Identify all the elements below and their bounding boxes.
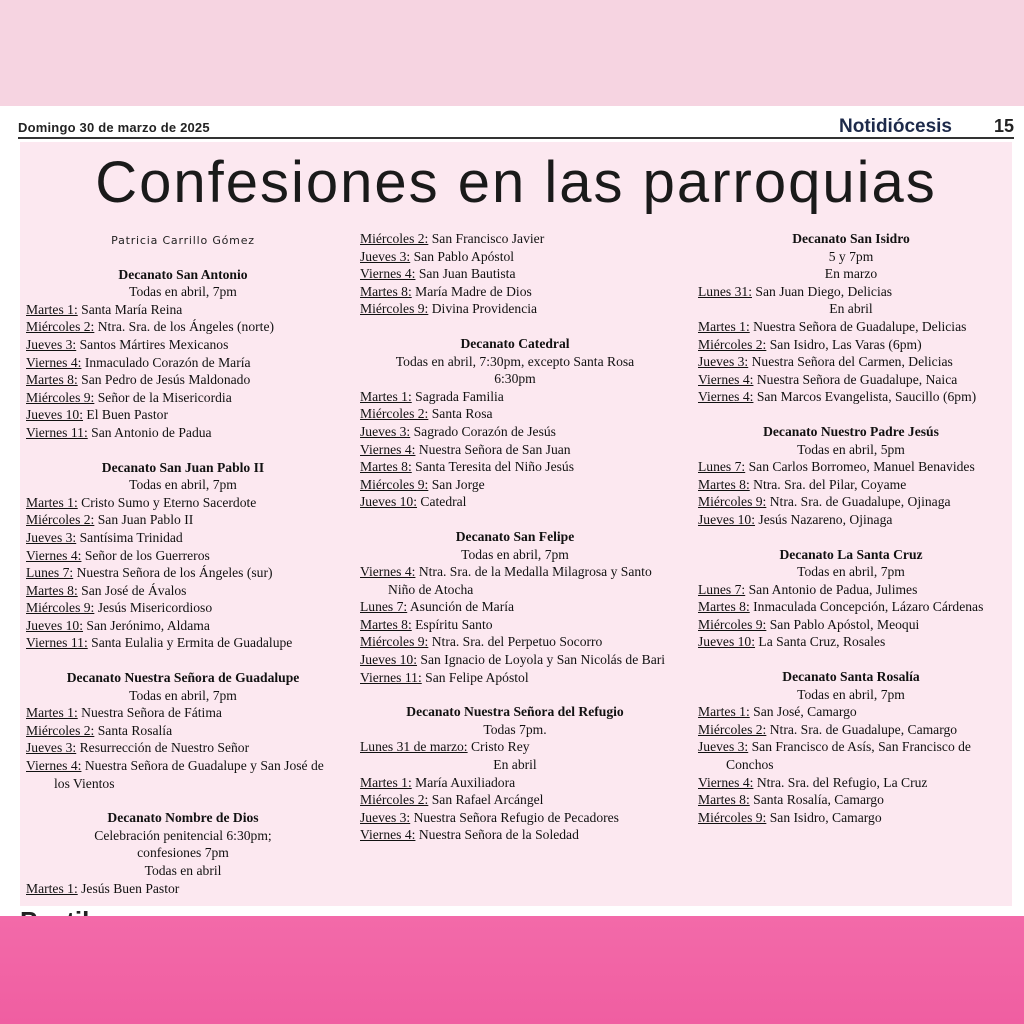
entry-day: Viernes 4:	[26, 354, 82, 370]
confession-entry	[26, 529, 340, 547]
entry-parish: La Santa Cruz, Rosales	[755, 634, 886, 650]
confession-entry	[698, 721, 1004, 739]
entry-parish: Señor de los Guerreros	[81, 547, 210, 563]
column-2	[360, 230, 670, 861]
entry-day: Jueves 3:	[698, 354, 749, 370]
section-title: Decanato Catedral	[460, 335, 570, 351]
schedule-note: En marzo	[824, 266, 878, 282]
decanato-section	[360, 335, 670, 511]
entry-day: Miércoles 2:	[698, 336, 767, 352]
entry-parish: Santa Rosa	[428, 406, 493, 422]
confession-entry	[360, 388, 670, 406]
entry-day: Jueves 10:	[26, 617, 84, 633]
entry-day: Lunes 7:	[360, 599, 408, 615]
entry-day: Lunes 31 de marzo:	[360, 739, 468, 755]
confession-entry	[26, 704, 340, 722]
entry-parish: San Pablo Apóstol	[410, 248, 515, 264]
entry-day: Martes 1:	[698, 704, 750, 720]
entry-parish: Cristo Sumo y Eterno Sacerdote	[77, 494, 257, 510]
entry-parish: Sagrada Familia	[411, 388, 504, 404]
entry-parish: San Isidro, Camargo	[766, 809, 882, 825]
entry-parish: Nuestra Señora de Guadalupe y San José de los Vientos	[54, 758, 324, 791]
entry-parish: San Pablo Apóstol, Meoqui	[766, 616, 920, 632]
schedule-note: Todas en abril, 7pm	[797, 564, 905, 580]
confession-entry	[698, 493, 1004, 511]
confession-entry	[26, 617, 340, 635]
entry-parish: San Jorge	[428, 476, 485, 492]
confession-entry	[360, 616, 670, 634]
entry-day: Jueves 3:	[360, 809, 411, 825]
entry-parish: Santa Rosalía, Camargo	[749, 792, 884, 808]
entry-parish: Nuestra Señora de la Soledad	[415, 827, 579, 843]
confession-entry	[698, 511, 1004, 529]
confession-entry	[26, 634, 340, 652]
entry-parish: Ntra. Sra. de la Medalla Milagrosa y Santo Niño de Atocha	[388, 564, 652, 597]
entry-day: Miércoles 2:	[698, 721, 767, 737]
entry-day: Miércoles 9:	[360, 476, 429, 492]
entry-day: Miércoles 2:	[26, 722, 95, 738]
entry-day: Viernes 4:	[360, 441, 416, 457]
section-title: Decanato San Felipe	[455, 528, 575, 544]
entry-day: Miércoles 9:	[698, 809, 767, 825]
entry-day: Viernes 11:	[26, 635, 88, 651]
entry-parish: El Buen Pastor	[83, 407, 168, 423]
entry-parish: Santa Rosalía	[94, 722, 173, 738]
confession-entry	[698, 353, 1004, 371]
confession-entry	[360, 791, 670, 809]
confession-entry	[360, 651, 670, 669]
decanato-section	[698, 546, 1004, 652]
confession-entry	[360, 405, 670, 423]
next-article-fragment	[20, 906, 89, 916]
confession-entry	[360, 458, 670, 476]
entry-day: Jueves 10:	[26, 407, 84, 423]
header-rule	[18, 137, 1014, 139]
confession-entry	[360, 738, 670, 756]
entry-parish: Catedral	[417, 494, 467, 510]
entry-day: Martes 1:	[360, 774, 412, 790]
entry-day: Jueves 3:	[360, 423, 411, 439]
section-title: Decanato Nuestro Padre Jesús	[763, 423, 939, 439]
entry-day: Miércoles 9:	[360, 634, 429, 650]
confession-entry	[26, 301, 340, 319]
entry-parish: Santa Eulalia y Ermita de Guadalupe	[87, 635, 293, 651]
entry-parish: Nuestra Señora Refugio de Pecadores	[410, 809, 619, 825]
confession-entry	[26, 880, 340, 898]
column-3	[698, 230, 1004, 843]
entry-day: Miércoles 2:	[360, 231, 429, 246]
confession-entry	[360, 230, 670, 248]
entry-parish: Nuestra Señora de Fátima	[77, 705, 222, 721]
decanato-section	[360, 528, 670, 686]
confession-entry	[26, 757, 340, 792]
article-title: Confesiones en las parroquias	[95, 150, 937, 215]
entry-day: Lunes 31:	[698, 283, 752, 299]
entry-day: Martes 8:	[360, 283, 412, 299]
confession-entry	[698, 283, 1004, 301]
confession-entry	[698, 633, 1004, 651]
entry-day: Jueves 10:	[698, 511, 756, 527]
confession-entry	[26, 564, 340, 582]
entry-day: Miércoles 2:	[26, 512, 95, 528]
entry-day: Miércoles 9:	[360, 301, 429, 317]
confession-entry	[26, 722, 340, 740]
confession-entry	[698, 791, 1004, 809]
decanato-section	[360, 703, 670, 844]
entry-day: Miércoles 2:	[360, 792, 429, 808]
schedule-note: Todas en abril	[144, 863, 222, 878]
confession-entry	[360, 265, 670, 283]
entry-parish: San Jerónimo, Aldama	[83, 617, 210, 633]
entry-day: Miércoles 9:	[698, 616, 767, 632]
entry-day: Jueves 10:	[360, 494, 418, 510]
entry-day: Miércoles 2:	[360, 406, 429, 422]
entry-day: Martes 1:	[26, 880, 78, 896]
confession-entry	[360, 669, 670, 687]
confession-entry	[360, 826, 670, 844]
entry-parish: Divina Providencia	[428, 301, 538, 317]
confession-entry	[698, 458, 1004, 476]
entry-parish: Ntra. Sra. del Perpetuo Socorro	[428, 634, 603, 650]
decanato-section	[26, 809, 340, 897]
entry-parish: Nuestra Señora de Guadalupe, Delicias	[749, 318, 967, 334]
entry-day: Martes 8:	[360, 459, 412, 475]
entry-day: Miércoles 9:	[26, 600, 95, 616]
confession-entry	[26, 547, 340, 565]
entry-parish: San Isidro, Las Varas (6pm)	[766, 336, 922, 352]
entry-day: Viernes 4:	[698, 389, 754, 405]
entry-day: Lunes 7:	[698, 581, 746, 597]
confession-entry	[698, 738, 1004, 773]
schedule-note: En abril	[829, 301, 873, 317]
confession-entry	[698, 616, 1004, 634]
entry-parish: Ntra. Sra. de Guadalupe, Camargo	[766, 721, 958, 737]
entry-day: Jueves 3:	[698, 739, 749, 755]
schedule-note: Todas en abril, 7pm	[461, 546, 569, 562]
confession-entry	[360, 441, 670, 459]
entry-day: Viernes 4:	[26, 758, 82, 774]
column-1	[26, 228, 340, 914]
entry-parish: San Juan Bautista	[415, 266, 516, 282]
entry-day: Viernes 4:	[360, 827, 416, 843]
entry-parish: Ntra. Sra. de Guadalupe, Ojinaga	[766, 494, 951, 510]
entry-parish: Inmaculado Corazón de María	[81, 354, 251, 370]
entry-parish: Ntra. Sra. de los Ángeles (norte)	[94, 319, 275, 335]
entry-parish: San Juan Pablo II	[94, 512, 194, 528]
author-byline: Patricia Carrillo Gómez	[111, 234, 255, 247]
issue-date: Domingo 30 de marzo de 2025	[18, 120, 210, 135]
entry-parish: Nuestra Señora del Carmen, Delicias	[748, 354, 953, 370]
confession-entry	[360, 300, 670, 318]
decanato-section	[360, 230, 670, 318]
decanato-section	[26, 266, 340, 442]
confession-entry	[698, 476, 1004, 494]
schedule-note: En abril	[493, 757, 537, 773]
section-title: Decanato San Antonio	[118, 266, 248, 282]
confession-entry	[26, 599, 340, 617]
confession-entry	[360, 283, 670, 301]
confession-entry	[360, 423, 670, 441]
entry-parish: Señor de la Misericordia	[94, 389, 232, 405]
entry-parish: San Juan Diego, Delicias	[752, 283, 893, 299]
schedule-note: Todas 7pm.	[483, 721, 547, 737]
schedule-note: Todas en abril, 7:30pm, excepto Santa Rosa	[395, 353, 635, 369]
confession-entry	[360, 809, 670, 827]
entry-day: Miércoles 9:	[26, 389, 95, 405]
entry-day: Jueves 3:	[26, 529, 77, 545]
entry-parish: San Ignacio de Loyola y San Nicolás de Bari	[417, 652, 666, 668]
entry-day: Jueves 10:	[360, 652, 418, 668]
confession-entry	[26, 371, 340, 389]
confession-entry	[698, 809, 1004, 827]
entry-parish: Ntra. Sra. del Refugio, La Cruz	[753, 774, 928, 790]
section-title: Decanato La Santa Cruz	[779, 546, 923, 562]
entry-day: Martes 8:	[26, 582, 78, 598]
entry-parish: Santísima Trinidad	[76, 529, 183, 545]
entry-day: Viernes 4:	[360, 266, 416, 282]
entry-day: Viernes 4:	[26, 547, 82, 563]
schedule-note: Todas en abril, 7pm	[129, 687, 237, 703]
confession-entry	[26, 424, 340, 442]
confession-entry	[360, 563, 670, 598]
confession-entry	[698, 336, 1004, 354]
entry-parish: San Antonio de Padua, Julimes	[745, 581, 918, 597]
entry-day: Martes 1:	[698, 318, 750, 334]
entry-parish: San Antonio de Padua	[87, 424, 212, 440]
schedule-note: 6:30pm	[494, 371, 536, 387]
entry-parish: San José de Ávalos	[77, 582, 187, 598]
entry-parish: San Carlos Borromeo, Manuel Benavides	[745, 459, 975, 475]
entry-parish: San Francisco Javier	[428, 231, 545, 246]
section-title: Decanato Nuestra Señora de Guadalupe	[66, 670, 300, 686]
confession-entry	[698, 703, 1004, 721]
entry-day: Viernes 4:	[360, 564, 416, 580]
entry-parish: Jesús Misericordioso	[94, 600, 213, 616]
entry-day: Martes 8:	[26, 372, 78, 388]
entry-day: Martes 8:	[698, 476, 750, 492]
entry-parish: San Francisco de Asís, San Francisco de Conchos	[726, 739, 971, 773]
entry-day: Viernes 4:	[698, 774, 754, 790]
entry-day: Viernes 11:	[26, 424, 88, 440]
schedule-note: Todas en abril, 5pm	[797, 441, 905, 457]
column-1-sections	[26, 266, 340, 898]
entry-parish: Asunción de María	[407, 599, 515, 615]
entry-parish: Nuestra Señora de Guadalupe, Naica	[753, 371, 958, 387]
confession-entry	[26, 389, 340, 407]
entry-parish: Santa Teresita del Niño Jesús	[411, 459, 575, 475]
confession-entry	[26, 336, 340, 354]
entry-parish: Nuestra Señora de los Ángeles (sur)	[73, 565, 273, 581]
schedule-note: confesiones 7pm	[137, 845, 229, 861]
entry-parish: Ntra. Sra. del Pilar, Coyame	[749, 476, 907, 492]
newspaper-logo: Notidiócesis	[839, 116, 952, 137]
decanato-section	[26, 459, 340, 653]
confession-entry	[360, 493, 670, 511]
confession-entry	[698, 388, 1004, 406]
entry-day: Martes 1:	[360, 388, 412, 404]
entry-parish: San Marcos Evangelista, Saucillo (6pm)	[753, 389, 977, 405]
entry-parish: Jesús Buen Pastor	[77, 880, 180, 896]
schedule-note: Todas en abril, 7pm	[797, 686, 905, 702]
schedule-note: Celebración penitencial 6:30pm;	[94, 827, 272, 843]
entry-day: Jueves 3:	[26, 740, 77, 756]
confession-entry	[698, 598, 1004, 616]
decanato-section	[698, 668, 1004, 826]
entry-parish: Santa María Reina	[77, 301, 183, 317]
section-title: Decanato Nombre de Dios	[107, 810, 259, 826]
schedule-note: Todas en abril, 7pm	[129, 477, 237, 493]
confession-entry	[26, 739, 340, 757]
page-number: 15	[993, 116, 1014, 136]
confession-entry	[698, 774, 1004, 792]
section-title: Decanato Nuestra Señora del Refugio	[406, 704, 624, 720]
confession-entry	[26, 494, 340, 512]
entry-parish: Jesús Nazareno, Ojinaga	[755, 511, 893, 527]
confession-entry	[26, 511, 340, 529]
entry-parish: Resurrección de Nuestro Señor	[76, 740, 250, 756]
entry-parish: Espíritu Santo	[411, 616, 493, 632]
entry-parish: María Madre de Dios	[411, 283, 532, 299]
schedule-note: 5 y 7pm	[828, 248, 874, 264]
entry-parish: Inmaculada Concepción, Lázaro Cárdenas	[749, 599, 984, 615]
bottom-background-band	[0, 916, 1024, 1024]
entry-parish: San Rafael Arcángel	[428, 792, 544, 808]
entry-day: Jueves 3:	[360, 248, 411, 264]
entry-parish: Sagrado Corazón de Jesús	[410, 423, 556, 439]
entry-day: Martes 8:	[360, 616, 412, 632]
confession-entry	[360, 248, 670, 266]
entry-day: Martes 8:	[698, 599, 750, 615]
confession-entry	[26, 406, 340, 424]
entry-day: Miércoles 9:	[698, 494, 767, 510]
confession-entry	[360, 476, 670, 494]
entry-day: Jueves 3:	[26, 336, 77, 352]
section-title: Decanato San Isidro	[792, 231, 910, 246]
schedule-note: Todas en abril, 7pm	[129, 284, 237, 300]
entry-day: Lunes 7:	[26, 565, 74, 581]
entry-day: Martes 8:	[698, 792, 750, 808]
confession-entry	[698, 371, 1004, 389]
entry-day: Martes 1:	[26, 494, 78, 510]
entry-parish: San Pedro de Jesús Maldonado	[77, 372, 251, 388]
section-title: Decanato San Juan Pablo II	[101, 459, 265, 475]
entry-day: Lunes 7:	[698, 459, 746, 475]
confession-entry	[26, 318, 340, 336]
confession-entry	[26, 354, 340, 372]
decanato-section	[698, 423, 1004, 529]
decanato-section	[26, 669, 340, 792]
confession-entry	[26, 582, 340, 600]
entry-parish: Cristo Rey	[467, 739, 530, 755]
entry-day: Viernes 4:	[698, 371, 754, 387]
confession-entry	[360, 774, 670, 792]
entry-parish: San José, Camargo	[749, 704, 857, 720]
entry-day: Jueves 10:	[698, 634, 756, 650]
entry-day: Martes 1:	[26, 705, 78, 721]
confession-entry	[360, 598, 670, 616]
top-background-band	[0, 0, 1024, 106]
entry-day: Viernes 11:	[360, 669, 422, 685]
entry-parish: Santos Mártires Mexicanos	[76, 336, 229, 352]
confession-entry	[360, 633, 670, 651]
entry-parish: Nuestra Señora de San Juan	[415, 441, 571, 457]
confession-entry	[698, 318, 1004, 336]
section-title: Decanato Santa Rosalía	[782, 669, 920, 685]
decanato-section	[698, 230, 1004, 406]
confession-entry	[698, 581, 1004, 599]
entry-day: Martes 1:	[26, 301, 78, 317]
entry-parish: María Auxiliadora	[411, 774, 516, 790]
entry-day: Miércoles 2:	[26, 319, 95, 335]
entry-parish: San Felipe Apóstol	[421, 669, 529, 685]
